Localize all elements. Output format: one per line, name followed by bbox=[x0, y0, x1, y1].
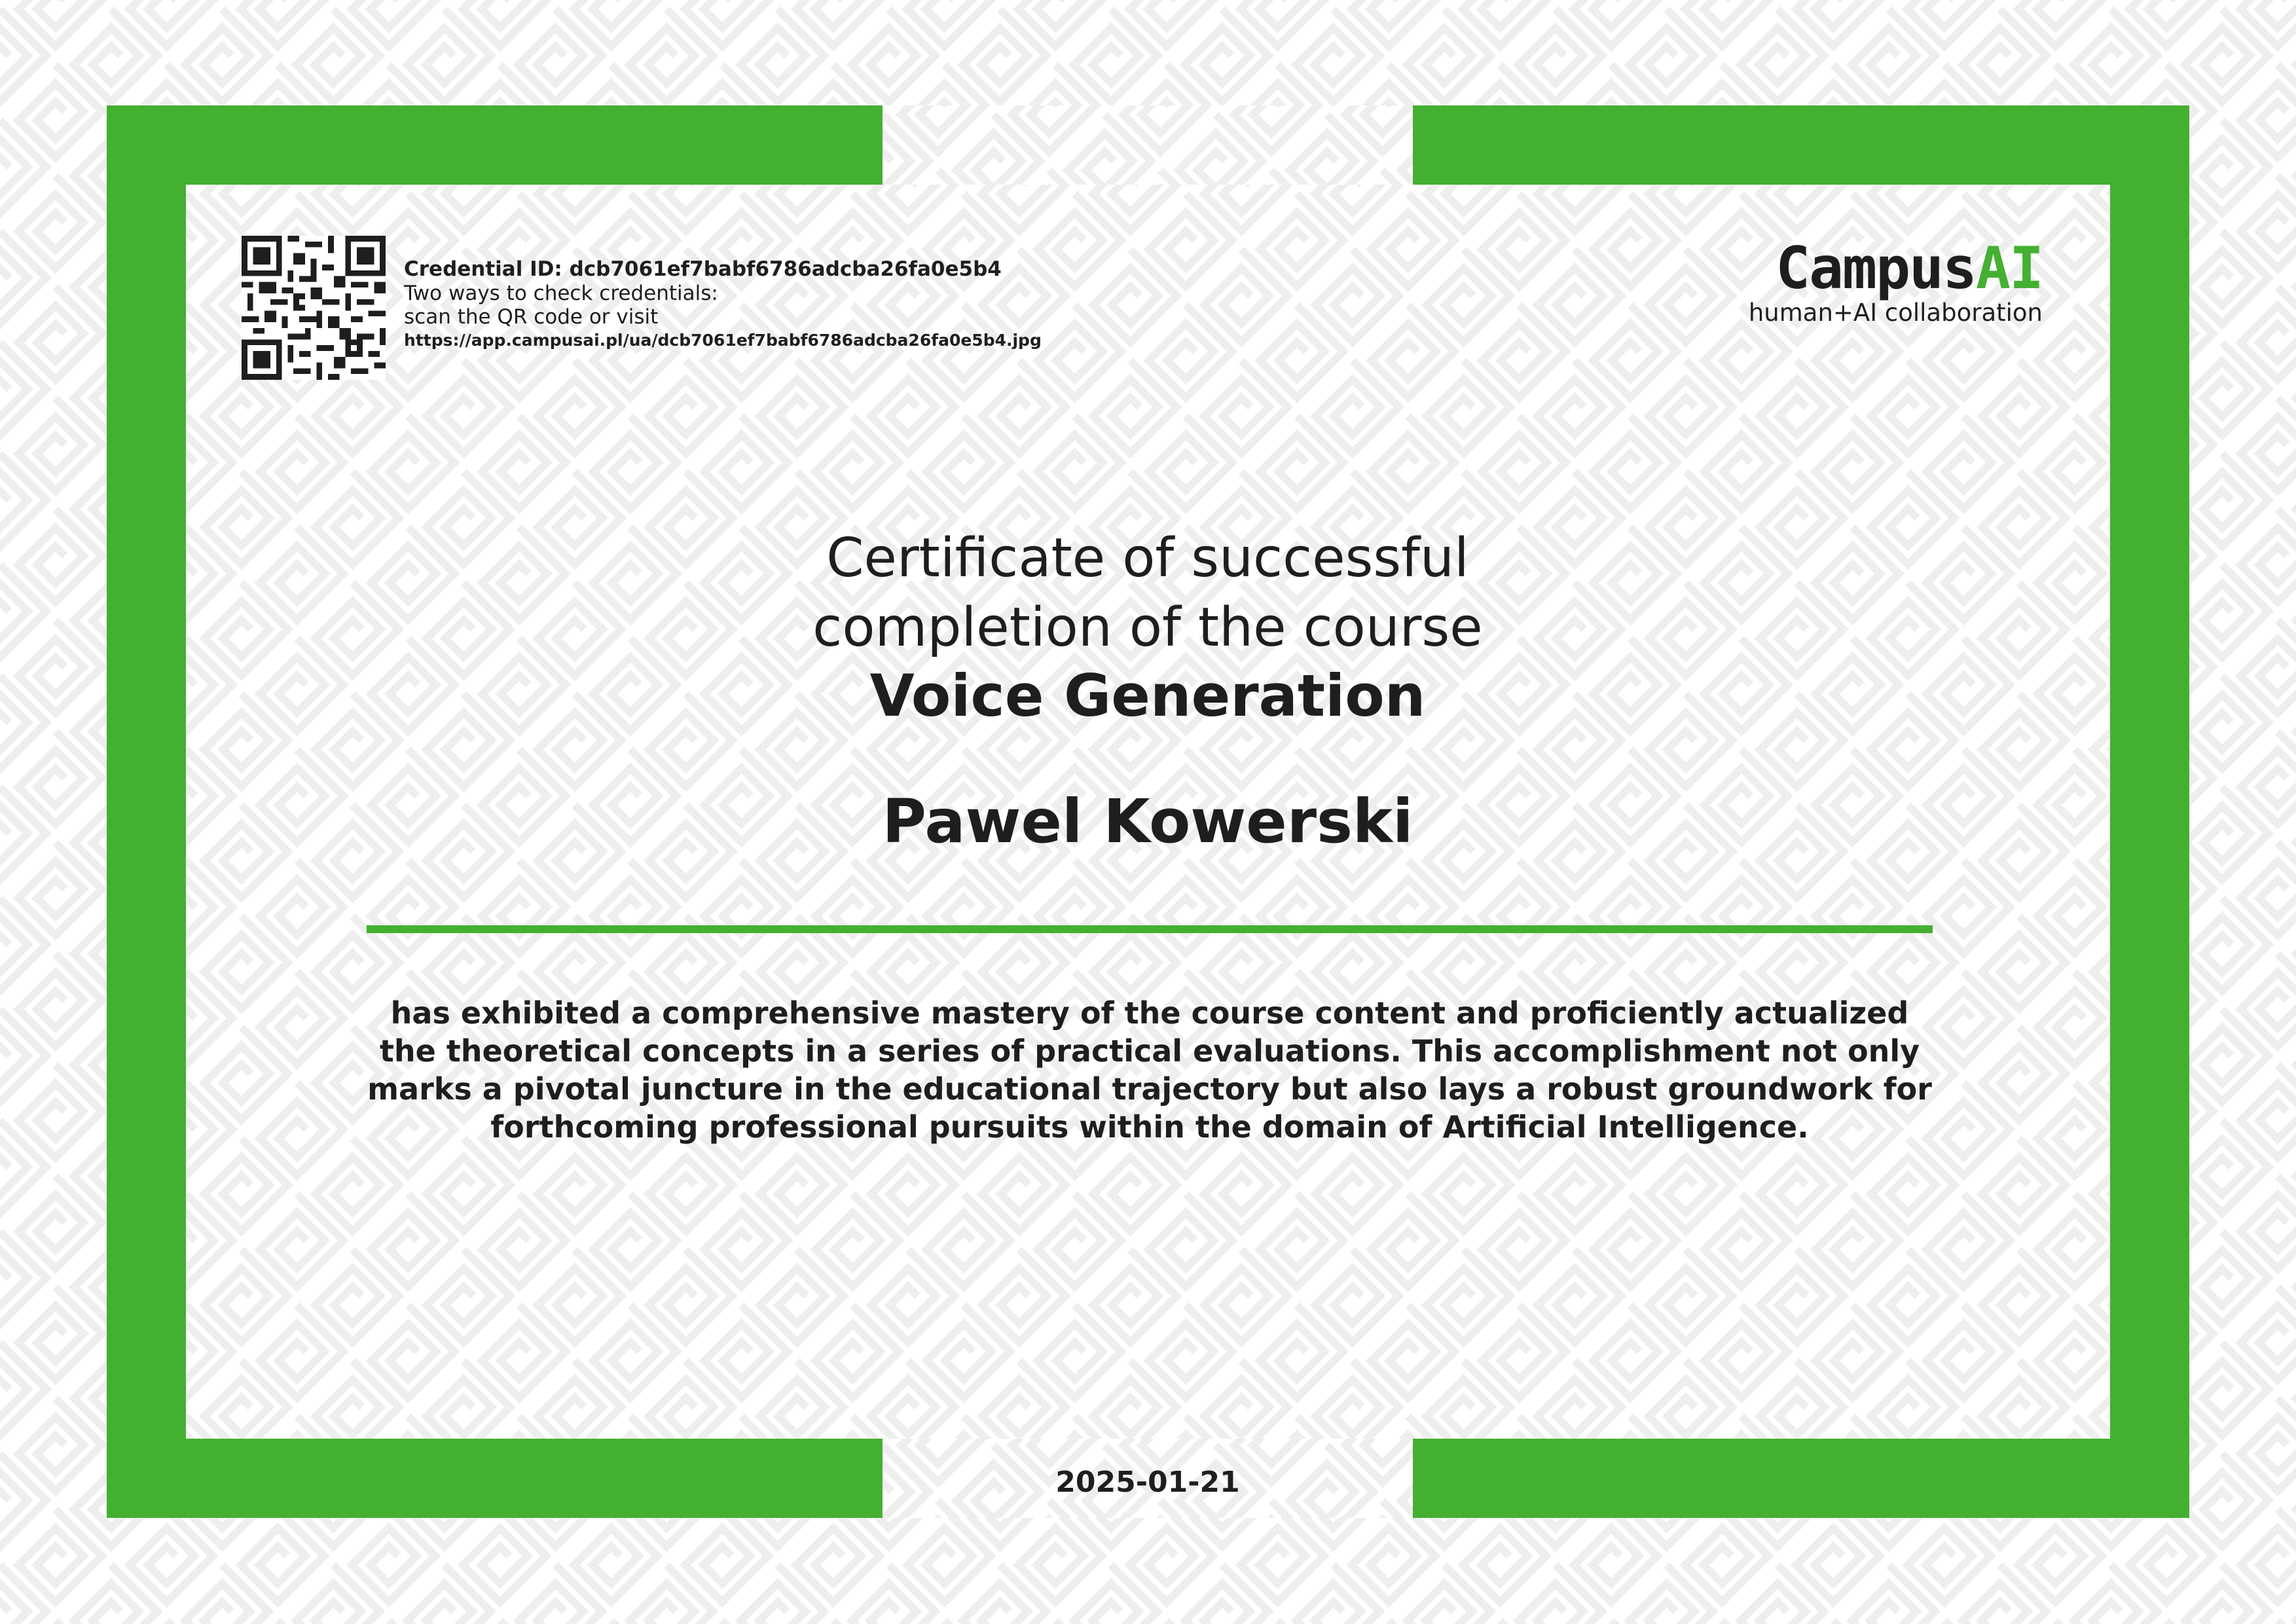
credential-instructions-2: scan the QR code or visit bbox=[404, 305, 659, 329]
issue-date: 2025-01-21 bbox=[1055, 1466, 1240, 1499]
certificate-title-line-1: Certificate of successful bbox=[826, 527, 1469, 589]
logo-tagline: human+AI collaboration bbox=[1748, 299, 2043, 327]
credential-url[interactable]: https://app.campusai.pl/ua/dcb7061ef7babf6786adcba26fa0e5b4.jpg bbox=[404, 331, 1042, 350]
credential-id: Credential ID: dcb7061ef7babf6786adcba26fa0e5b4 bbox=[404, 257, 1002, 281]
logo-wordmark: Campus bbox=[1776, 234, 1977, 302]
divider bbox=[367, 925, 1933, 933]
certificate-title-line-2: completion of the course bbox=[812, 597, 1483, 659]
campusai-logo bbox=[1735, 236, 2043, 334]
recipient-name: Pawel Kowerski bbox=[882, 786, 1413, 857]
frame-top-gap bbox=[883, 105, 1413, 187]
qr-code-icon bbox=[242, 236, 386, 380]
certificate-body: has exhibited a comprehensive mastery of the course content and proficiently actualized the theoretical concepts in a series of practical evaluations. This accomplishment not only marks a pivotal juncture in the educational trajectory but also lays a robust groundwork for forthcoming professional pursuits within the domain of Artificial Intelligence. bbox=[367, 995, 1932, 1145]
logo-wordmark-accent: AI bbox=[1976, 234, 2043, 302]
course-name: Voice Generation bbox=[869, 662, 1426, 729]
credential-instructions: Two ways to check credentials: bbox=[404, 282, 718, 305]
credential-info bbox=[404, 257, 1190, 352]
